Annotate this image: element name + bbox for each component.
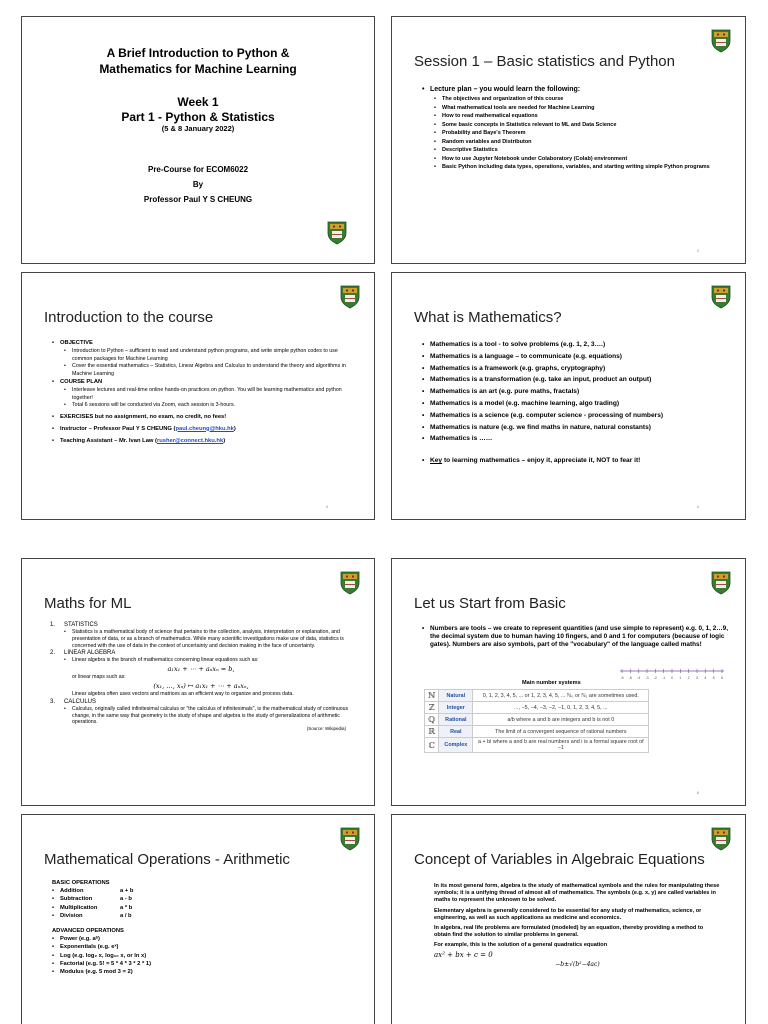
- slide-body: [422, 85, 727, 172]
- university-crest-icon: [711, 29, 731, 53]
- list-item: • Introduction to Python – sufficient to read and understand python programs, and write simple python codes to use common packages for Machine Learning: [52, 348, 356, 363]
- title-block: [22, 45, 374, 77]
- list-item: • Interleave lectures and real-time online hands-on practices on python. You will be learning mathematics and python together!: [52, 387, 356, 402]
- list-item: • Mathematics is a framework (e.g. graphs, cryptography): [422, 363, 727, 375]
- list-item: • Mathematics is a language – to communicate (e.g. equations): [422, 351, 727, 363]
- number-line-label: 4: [704, 676, 707, 680]
- university-crest-icon: [711, 827, 731, 851]
- university-crest-icon: [711, 571, 731, 595]
- list-item: • The objectives and organization of this course: [422, 95, 727, 104]
- operation-row: [52, 887, 356, 895]
- set-symbol: ℝ: [425, 726, 439, 738]
- set-name: Rational: [439, 714, 473, 726]
- slide-body: [422, 339, 727, 467]
- operation-expr: a - b: [120, 896, 132, 903]
- list-item: • What mathematical tools are needed for Machine Learning: [422, 104, 727, 113]
- university-crest-icon: [340, 285, 360, 309]
- operation-expr: a + b: [120, 888, 134, 894]
- set-description: The limit of a convergent sequence of rational numbers: [473, 726, 649, 738]
- ta-suffix: ): [223, 437, 226, 444]
- slide-thumbnail-2[interactable]: [391, 16, 746, 264]
- table-row: [425, 726, 649, 738]
- operation-name: Multiplication: [60, 904, 98, 911]
- section-heading: 1. STATISTICS: [50, 622, 98, 628]
- number-line-label: 2: [687, 676, 690, 680]
- list-item: • Probability and Baye's Theorem: [422, 129, 727, 138]
- operation-expr: a / b: [120, 912, 132, 919]
- operation-name: Division: [60, 912, 83, 919]
- slide-title: Let us Start from Basic: [414, 595, 566, 612]
- university-crest-icon: [327, 221, 347, 245]
- number-line-label: -1: [662, 676, 666, 680]
- table-row: [425, 714, 649, 726]
- number-line-label: 0: [671, 676, 673, 680]
- table-row: [425, 702, 649, 714]
- list-item: • Mathematics is a model (e.g. machine learning, algo trading): [422, 398, 727, 410]
- slide-thumbnail-4[interactable]: [391, 272, 746, 520]
- set-symbol: ℚ: [425, 714, 439, 726]
- ta-line: [52, 437, 356, 446]
- number-line-label: -2: [653, 676, 657, 680]
- week-label: Week 1: [177, 95, 219, 109]
- statistics-text: • Statistics is a mathematical body of science that pertains to the collection, analysis, interpretation or explanation, and presentation of data, or as a branch of mathematics. While many scientific investigations make use of data, statistics is concerned with the use of data in the context of uncertainty and decision making in the face of uncertainty.: [50, 629, 352, 649]
- list-item: • Descriptive Statistics: [422, 146, 727, 155]
- slide-title: Maths for ML: [44, 595, 132, 612]
- plan-heading: • COURSE PLAN: [52, 378, 356, 387]
- professor-label: Professor Paul Y S CHEUNG: [143, 195, 253, 204]
- date-label: (5 & 8 January 2022): [161, 124, 235, 133]
- page-number: 6: [696, 790, 699, 795]
- table-title: Main number systems: [522, 680, 581, 686]
- slide-title: Concept of Variables in Algebraic Equations: [414, 851, 705, 868]
- key-word: Key: [430, 457, 443, 465]
- part-label: Part 1 - Python & Statistics: [121, 110, 275, 124]
- slide-title: Session 1 – Basic statistics and Python: [414, 53, 675, 70]
- university-crest-icon: [340, 827, 360, 851]
- set-description: a/b where a and b are integers and b is not 0: [473, 714, 649, 726]
- table-row: [425, 690, 649, 702]
- lead-bullet: • Lecture plan – you would learn the following:: [422, 85, 727, 95]
- operation-row: • Power (e.g. aᵇ): [52, 935, 356, 943]
- operation-name: Addition: [60, 888, 84, 894]
- section-heading: 2. LINEAR ALGEBRA: [50, 650, 116, 657]
- paragraph: Elementary algebra is generally considered to be essential for any study of mathematics, science, or engineering, as well as such applications as medicine and economics.: [434, 907, 702, 921]
- operation-row: • Modulus (e.g. 5 mod 3 = 2): [52, 968, 356, 976]
- set-description: a + bi where a and b are real numbers and i is a formal square root of −1: [473, 738, 649, 753]
- calculus-heading: CALCULUS: [64, 698, 97, 705]
- key-line: [422, 455, 727, 467]
- linear-algebra-text-2: Linear algebra often uses vectors and matrices as an efficient way to organize and process data.: [72, 690, 294, 697]
- slide-thumbnail-6[interactable]: [391, 558, 746, 806]
- number-line-label: -6: [620, 676, 624, 680]
- number-line-label: -4: [637, 676, 641, 680]
- slide-thumbnail-7[interactable]: [21, 814, 375, 1024]
- operation-row: • Log (e.g. log₂ x, log₁₀ x, or ln x): [52, 952, 356, 960]
- quadratic-formula: −b±√(b²−4ac): [555, 960, 600, 968]
- slide-title: Introduction to the course: [44, 309, 214, 326]
- slide-body: [422, 625, 731, 650]
- list-item: • Mathematics is a science (e.g. computer science - processing of numbers): [422, 410, 727, 422]
- list-item: • Mathematics is ……: [422, 433, 727, 445]
- objective-heading: • OBJECTIVE: [52, 339, 356, 348]
- instructor-label: Instructor – Professor Paul Y S CHEUNG (: [60, 425, 176, 432]
- operation-name: Subtraction: [60, 896, 93, 903]
- list-item: • Mathematics is an art (e.g. pure maths, fractals): [422, 386, 727, 398]
- number-line-label: 5: [712, 676, 715, 680]
- equation-2: (x₁, …, xₙ) ↦ a₁x₁ + ⋯ + aₙxₙ,: [153, 681, 249, 690]
- set-name: Integer: [439, 702, 473, 714]
- slide-body: [434, 883, 721, 970]
- set-symbol: ℕ: [425, 690, 439, 702]
- list-item: • Basic Python including data types, operations, variables, and starting writing simple Python programs: [422, 163, 727, 172]
- statistics-heading: STATISTICS: [64, 622, 98, 628]
- linear-algebra-heading: LINEAR ALGEBRA: [64, 650, 116, 657]
- key-rest: to learning mathematics – enjoy it, appreciate it, NOT to fear it!: [442, 457, 641, 465]
- table-row: [425, 738, 649, 753]
- numbers-text: • Numbers are tools – we create to represent quantities (and use simple to represent) e.g. 0, 1, 2…9, the decimal system due to human having 10 fingers, and 0 and 1 for computers (because of logic gates). Numbers are also symbols, part of the "vocabulary" of the language called maths!: [422, 625, 731, 650]
- list-item: • Mathematics is a tool - to solve problems (e.g. 1, 2, 3….): [422, 339, 727, 351]
- operation-row: • Factorial (e.g. 5! = 5 * 4 * 3 * 2 * 1): [52, 960, 356, 968]
- advanced-operations-heading: ADVANCED OPERATIONS: [52, 928, 124, 935]
- set-name: Natural: [439, 690, 473, 702]
- list-item: • Total 6 sessions will be conducted via Zoom, each session is 3-hours.: [52, 402, 356, 410]
- operation-row: [52, 904, 356, 912]
- list-item: • How to read mathematical equations: [422, 112, 727, 121]
- instructor-email-link[interactable]: paul.cheung@hku.hk: [175, 425, 234, 432]
- ta-email-link[interactable]: rusher@connect.hku.hk: [156, 437, 224, 444]
- number-systems-table: [424, 689, 649, 753]
- set-name: Complex: [439, 738, 473, 753]
- set-symbol: ℂ: [425, 738, 439, 753]
- set-description: ..., −5, −4, −3, −2, −1, 0, 1, 2, 3, 4, 5, ...: [473, 702, 649, 714]
- page-number: 2: [696, 248, 699, 253]
- operation-row: [52, 895, 356, 903]
- operation-row: [52, 912, 356, 920]
- page-number: 4: [696, 504, 699, 509]
- set-name: Real: [439, 726, 473, 738]
- paragraph: For example, this is the solution of a general quadratics equation: [434, 942, 608, 949]
- paragraph: In algebra, real life problems are formulated (modeled) by an equation, thereby providing a method to obtain find the solution to similar problems in general.: [434, 925, 704, 939]
- number-line-label: 6: [721, 676, 723, 680]
- list-item: • Some basic concepts in Statistics relevant to ML and Data Science: [422, 121, 727, 130]
- list-item: • Mathematics is nature (e.g. we find maths in nature, natural constants): [422, 422, 727, 434]
- quadratic-equation: ax² + bx + c = 0: [434, 950, 493, 959]
- paragraph: In its most general form, algebra is the study of mathematical symbols and the rules for manipulating these symbols; it is a unifying thread of almost all of mathematics. The symbols (e.g. x, y) are called variables in maths to represent the unknown to be solved.: [434, 883, 720, 904]
- set-description: 0, 1, 2, 3, 4, 5, ... or 1, 2, 3, 4, 5, ... ℕ₀ or ℕ₁ are sometimes used.: [473, 690, 649, 702]
- slide-title: Mathematical Operations - Arithmetic: [44, 851, 290, 868]
- list-item: • Mathematics is a transformation (e.g. take an input, product an output): [422, 374, 727, 386]
- page-number: 3: [325, 504, 328, 509]
- slide-thumbnail-3[interactable]: [21, 272, 375, 520]
- university-crest-icon: [711, 285, 731, 309]
- slide-thumbnail-8[interactable]: [391, 814, 746, 1024]
- slide-title: What is Mathematics?: [414, 309, 562, 326]
- number-line-label: 3: [696, 676, 698, 680]
- linear-algebra-text: • Linear algebra is the branch of mathematics concerning linear equations such as:: [50, 657, 352, 664]
- basic-operations-heading: BASIC OPERATIONS: [52, 880, 110, 886]
- section-heading: 3. CALCULUS: [50, 698, 97, 705]
- slide-body: [52, 339, 356, 446]
- university-crest-icon: [340, 571, 360, 595]
- instructor-line: [52, 425, 356, 434]
- course-label: Pre-Course for ECOM6022: [147, 165, 249, 174]
- number-line-diagram: [618, 667, 726, 681]
- source-note: (Source: Wikipedia): [306, 726, 346, 732]
- ta-label: Teaching Assistant – Mr. Ivan Law (: [60, 437, 157, 444]
- equation-1: a₁x₁ + ⋯ + aₙxₙ = b,: [167, 665, 235, 674]
- instructor-suffix: ): [233, 425, 236, 432]
- number-line-label: -5: [628, 676, 632, 680]
- number-line-label: 1: [679, 676, 682, 680]
- operation-row: • Exponentials (e.g. eˣ): [52, 943, 356, 951]
- operation-expr: a * b: [120, 904, 133, 911]
- slide-body: [52, 879, 356, 977]
- title-line-1: A Brief Introduction to Python &: [106, 46, 290, 60]
- slide-thumbnail-5[interactable]: [21, 558, 375, 806]
- list-item: • How to use Jupyter Notebook under Colaboratory (Colab) environment: [422, 155, 727, 164]
- set-symbol: ℤ: [425, 702, 439, 714]
- list-item: • Cover the essential mathematics – Statistics, Linear Algebra and Calculus to understand the theory and algorithms in Machine Learning: [52, 363, 356, 378]
- number-line-label: -3: [645, 676, 649, 680]
- slide-thumbnail-1[interactable]: [21, 16, 375, 264]
- calculus-text: • Calculus, originally called infinitesimal calculus or "the calculus of infinitesimals", is the mathematical study of continuous change, in the same way that geometry is the study of shape and algebra is the study of generalizations of arithmetic operations.: [50, 706, 352, 726]
- list-item: • Random variables and Distributon: [422, 138, 727, 147]
- title-line-2: Mathematics for Machine Learning: [99, 62, 297, 76]
- slide-body: [50, 621, 352, 731]
- by-label: By: [192, 180, 204, 189]
- exercises-line: • EXERCISES but no assignment, no exam, no credit, no fees!: [52, 413, 356, 422]
- linear-maps-text: or linear maps such as:: [72, 674, 126, 681]
